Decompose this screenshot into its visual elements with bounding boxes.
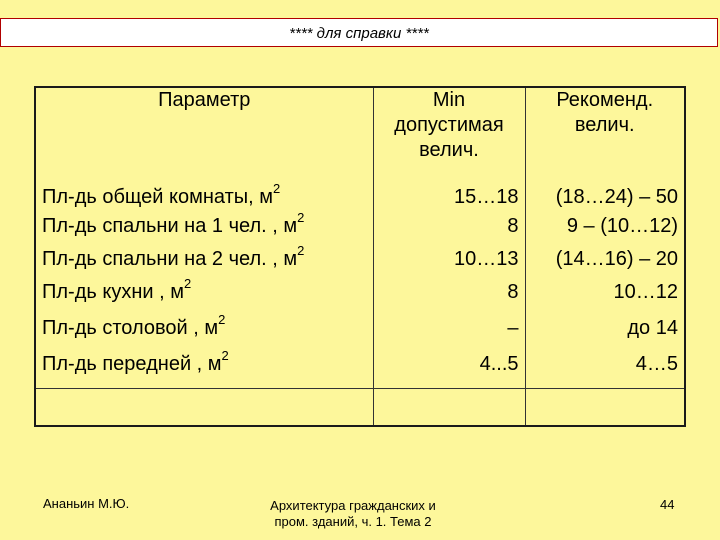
- unit-superscript: 2: [273, 181, 281, 197]
- header-min-line3: велич.: [419, 139, 479, 161]
- unit-superscript: 2: [218, 312, 226, 328]
- header-recommended-value: [525, 87, 685, 185]
- row-recommended-value: 4…5: [635, 353, 678, 375]
- table-row: [35, 316, 685, 352]
- header-min-line2: допустимая: [394, 114, 504, 136]
- unit-superscript: 2: [297, 243, 305, 259]
- header-min-value: [373, 87, 525, 185]
- row-label: [35, 181, 373, 214]
- reference-banner: **** для справки ****: [0, 18, 718, 47]
- footer-course-title: [250, 498, 456, 530]
- row-label: [35, 243, 373, 280]
- parameters-table: [34, 86, 686, 427]
- header-rec-line1: Рекоменд.: [556, 89, 654, 111]
- row-recommended-value: (14…16) – 20: [555, 248, 678, 270]
- unit-superscript: 2: [221, 348, 229, 364]
- row-min-value: 8: [373, 280, 525, 316]
- row-min-value: –: [373, 316, 525, 352]
- empty-cell: [525, 388, 685, 426]
- row-recommended-value: до 14: [627, 317, 678, 339]
- table-row: [35, 185, 685, 214]
- table-row: [35, 352, 685, 388]
- empty-cell: [373, 388, 525, 426]
- table-row-empty: [35, 388, 685, 426]
- unit-superscript: 2: [183, 276, 192, 292]
- footer-course-line2: пром. зданий, ч. 1. Тема 2: [274, 514, 432, 529]
- row-label-text: Пл-дь кухни , м: [42, 281, 184, 303]
- row-label-text: Пл-дь спальни на 1 чел. , м: [42, 215, 298, 237]
- row-label: [35, 276, 373, 316]
- unit-superscript: 2: [297, 210, 305, 226]
- row-recommended-value: (18…24) – 50: [555, 186, 678, 208]
- empty-cell: [35, 388, 373, 426]
- table-row: [35, 280, 685, 316]
- table-row: [35, 247, 685, 280]
- header-parameter-label: Параметр: [158, 89, 251, 111]
- row-label: [35, 348, 373, 388]
- row-label: [35, 210, 373, 247]
- row-recommended-value: 10…12: [613, 281, 678, 303]
- row-label: [35, 312, 373, 352]
- row-min-value: 4...5: [373, 352, 525, 388]
- row-min-value: 10…13: [373, 247, 525, 280]
- header-min-line1: Min: [432, 89, 466, 111]
- row-label-text: Пл-дь спальни на 2 чел. , м: [42, 248, 298, 270]
- row-min-value: 8: [373, 214, 525, 247]
- row-label-text: Пл-дь столовой , м: [42, 317, 219, 339]
- row-label-text: Пл-дь передней , м: [42, 353, 222, 375]
- table-header-row: [35, 87, 685, 185]
- row-min-value: 15…18: [373, 185, 525, 214]
- table-row: [35, 214, 685, 247]
- page-number: 44: [660, 497, 675, 512]
- footer-author: Ананьин М.Ю.: [43, 496, 130, 511]
- row-label-text: Пл-дь общей комнаты, м: [42, 186, 273, 208]
- header-rec-line2: велич.: [574, 114, 635, 136]
- footer-course-line1: Архитектура гражданских и: [270, 498, 436, 513]
- row-recommended-value: 9 – (10…12): [566, 215, 678, 237]
- header-parameter: [35, 87, 373, 185]
